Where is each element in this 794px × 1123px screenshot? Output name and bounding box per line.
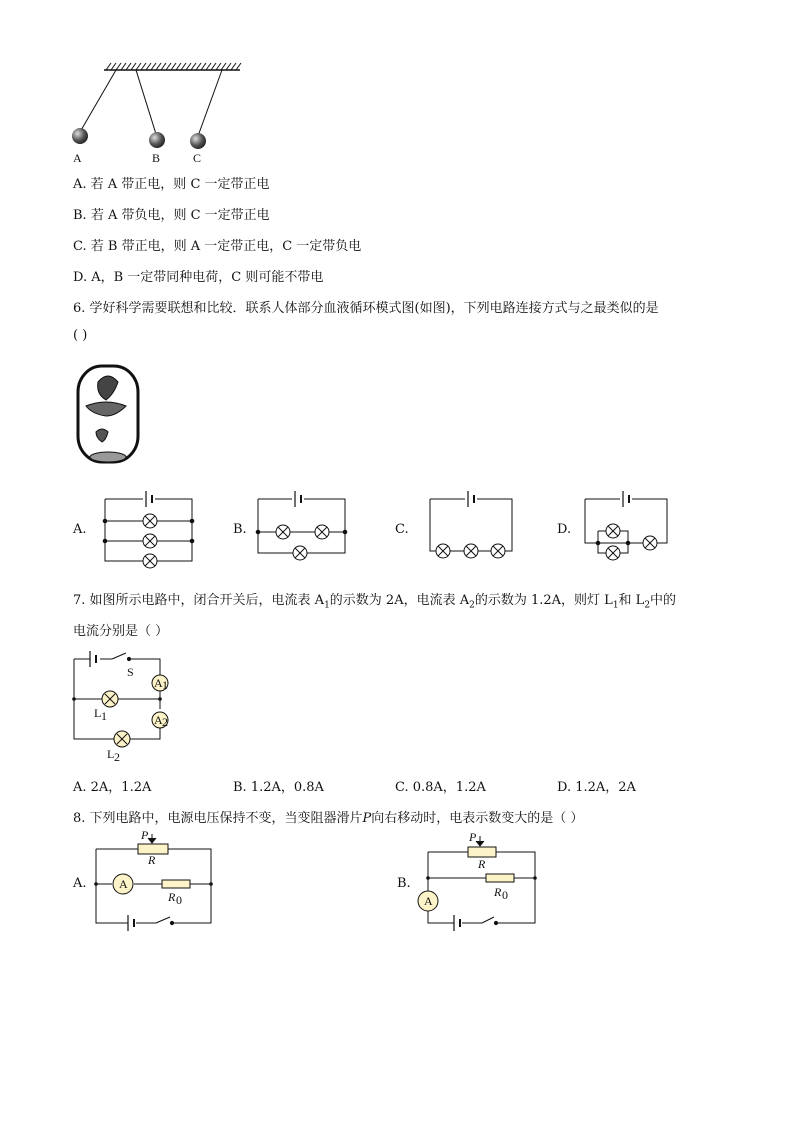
svg-text:0: 0 [502,888,508,902]
q6-stem: 6. 学好科学需要联想和比较．联系人体部分血液循环模式图(如图)，下列电路连接方式与之最类似的是 [73,301,659,316]
q7-option-a: A. 2A，1.2A [73,780,152,795]
q7-option-b: B. 1.2A，0.8A [233,780,324,795]
ball-label-c: C [193,151,202,165]
q8-option-b-label: B. [397,876,411,891]
q6-option-d-label: D. [557,522,572,537]
q8-circuit-a [94,828,213,931]
q6-circuit-a [103,491,194,568]
svg-text:R: R [478,857,486,871]
svg-text:2: 2 [114,750,120,764]
q7-stem: 7. 如图所示电路中，闭合开关后，电流表 $A_1$的示数为 2A，电流表 $A_2$的示数为 1.2A，则灯 $L_1$和 $L_2$中的 [73,593,677,611]
svg-text:A: A [154,713,163,727]
q7-option-d: D. 1.2A，2A [557,780,636,795]
svg-text:R: R [494,885,502,899]
svg-text:P: P [469,830,477,844]
q6-blank: ( ) [73,328,88,343]
l1-label: L [94,706,102,720]
ball-a [72,128,88,144]
q8-circuit-b [418,830,537,931]
blood-circulation-figure [74,362,144,468]
q6-circuits [0,485,794,575]
svg-text:0: 0 [176,893,182,907]
q8-stem: 8. 下列电路中，电源电压保持不变，当变阻器滑片P向右移动时，电表示数变大的是（ ） [73,811,584,826]
q6-option-a-label: A. [73,522,87,537]
q7-circuit [0,645,794,765]
ball-label-b: B [152,151,161,165]
q6-circuit-c [430,491,512,558]
q5-option-c: C. 若 B 带正电，则 A 一定带正电，C 一定带负电 [73,239,362,254]
q5-option-a: A. 若 A 带正电，则 C 一定带正电 [73,177,270,192]
svg-text:R: R [168,890,176,904]
q7-option-c: C. 0.8A，1.2A [395,780,486,795]
svg-text:1: 1 [162,678,168,692]
q6-circuit-b [256,491,347,560]
svg-text:R: R [148,853,156,867]
svg-text:1: 1 [101,709,107,723]
ball-label-a: A [73,151,82,165]
svg-text:A: A [119,877,128,891]
svg-text:2: 2 [162,715,168,729]
q6-option-c-label: C. [395,522,409,537]
switch-label: S [127,665,134,679]
svg-text:A: A [154,676,163,690]
l2-label: L [107,747,115,761]
svg-text:A: A [424,894,433,908]
q8-option-a-label: A. [73,876,87,891]
q5-option-d: D. A，B 一定带同种电荷，C 则可能不带电 [73,270,324,285]
q6-option-b-label: B. [233,522,247,537]
ball-c [190,133,206,149]
svg-text:P: P [141,828,149,842]
q5-option-b: B. 若 A 带负电，则 C 一定带正电 [73,208,270,223]
ball-b [149,132,165,148]
q6-circuit-d [585,491,667,560]
q7-stem-line2: 电流分别是（ ） [73,624,169,639]
charged-balls-figure [0,0,794,170]
q8-circuits [0,826,794,936]
